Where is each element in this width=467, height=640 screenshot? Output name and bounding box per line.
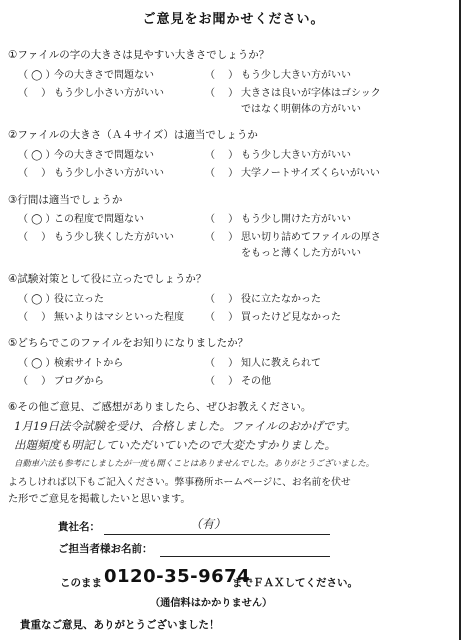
q1-option-4-label: 大きさは良いが字体はゴシック [241, 88, 381, 99]
q2-option-2-mark: （ ） [205, 150, 239, 161]
q4-option-1-label: 役に立った [54, 294, 104, 305]
fax-number: 0120-35-9674 [104, 566, 251, 587]
q3-option-1-label: この程度で問題ない [54, 214, 144, 225]
q1-option-2-mark: （ ） [205, 70, 239, 81]
company-name-label: 貴社名： [58, 521, 100, 533]
q1-option-2[interactable] [205, 66, 351, 81]
q4-option-2[interactable] [205, 290, 321, 305]
thank-you-message: 貴重なご意見、ありがとうございました！ [20, 619, 220, 631]
q4-option-4-label: 買ったけど見なかった [241, 312, 341, 323]
q3-option-3[interactable] [18, 228, 174, 243]
q5-option-2-mark: （ ） [205, 358, 239, 369]
q4-option-1[interactable] [18, 290, 104, 305]
q4-option-2-label: 役に立たなかった [241, 294, 321, 305]
question-1: ①ファイルの字の大きさは見やすい大きさでしょうか？ [8, 49, 270, 61]
contact-name-underline [160, 556, 330, 557]
q3-option-3-label: もう少し狭くした方がいい [54, 232, 174, 243]
q5-option-3-label: ブログから [54, 376, 104, 387]
question-3: ③行間は適当でしょうか [8, 194, 123, 206]
q1-option-3-label: もう少し小さい方がいい [54, 88, 164, 99]
q4-option-3-label: 無いよりはマシといった程度 [54, 312, 184, 323]
q4-option-4[interactable] [205, 308, 341, 323]
page-edge-line [459, 0, 461, 640]
fax-prefix: このまま [60, 577, 102, 589]
q1-option-1[interactable] [18, 66, 154, 81]
q1-option-1-mark: （ ◯ ） [18, 70, 56, 81]
q1-option-1-label: 今の大きさで問題ない [54, 70, 154, 81]
q2-option-3-label: もう少し小さい方がいい [54, 168, 164, 179]
q2-option-2[interactable] [205, 146, 351, 161]
handwritten-comment-line-3: 自動車六法も参考にしましたが一度も開くことはありませんでした。ありがとうございました。 [14, 458, 375, 468]
page-title: ご意見をお聞かせください。 [142, 12, 325, 27]
q5-option-1-mark: （ ◯ ） [18, 358, 56, 369]
q3-option-4-continued: をもっと薄くした方がいい [241, 248, 361, 259]
q5-option-3[interactable] [18, 372, 104, 387]
handwritten-comment-line-2: 出題頻度も明記していただいていたので大変たすかりました。 [14, 438, 336, 452]
q2-option-1-label: 今の大きさで問題ない [54, 150, 154, 161]
q5-option-1-label: 検索サイトから [54, 358, 124, 369]
q1-option-4-continued: ではなく明朝体の方がいい [241, 104, 361, 115]
q3-option-4[interactable] [205, 228, 381, 243]
notice-line-2: た形でご意見を掲載したいと思います。 [8, 494, 191, 505]
q5-option-4-label: その他 [241, 376, 271, 387]
q3-option-1-mark: （ ◯ ） [18, 214, 56, 225]
q2-option-4-mark: （ ） [205, 168, 239, 179]
question-6: ⑥その他ご意見、ご感想がありましたら、ぜひお教えください。 [8, 401, 312, 413]
fax-suffix: までＦＡＸしてください。 [232, 577, 358, 589]
q5-option-3-mark: （ ） [18, 376, 52, 387]
q5-option-2-label: 知人に教えられて [241, 358, 321, 369]
q3-option-2[interactable] [205, 210, 351, 225]
q4-option-1-mark: （ ◯ ） [18, 294, 56, 305]
question-2: ②ファイルの大きさ（Ａ４サイズ）は適当でしょうか [8, 129, 258, 141]
q2-option-4-label: 大学ノートサイズくらいがいい [241, 168, 380, 179]
q5-option-4-mark: （ ） [205, 376, 239, 387]
q3-option-1[interactable] [18, 210, 144, 225]
q3-option-4-mark: （ ） [205, 232, 239, 243]
question-4: ④試験対策として役に立ったでしょうか？ [8, 273, 207, 285]
q1-option-2-label: もう少し大きい方がいい [241, 70, 351, 81]
q2-option-1-mark: （ ◯ ） [18, 150, 56, 161]
q3-option-2-label: もう少し開けた方がいい [241, 214, 351, 225]
notice-line-1: よろしければ以下もご記入ください。弊事務所ホームページに、お名前を伏せ [8, 477, 351, 488]
q1-option-3-mark: （ ） [18, 88, 52, 99]
question-5: ⑤どちらでこのファイルをお知りになりましたか？ [8, 337, 249, 349]
q2-option-3-mark: （ ） [18, 168, 52, 179]
fax-note: （通信料はかかりません） [150, 598, 273, 609]
q4-option-2-mark: （ ） [205, 294, 239, 305]
q3-option-4-label: 思い切り詰めてファイルの厚さ [241, 232, 381, 243]
q2-option-3[interactable] [18, 164, 164, 179]
q2-option-2-label: もう少し大きい方がいい [241, 150, 351, 161]
company-name-value: （有） [190, 517, 227, 531]
q3-option-3-mark: （ ） [18, 232, 52, 243]
q2-option-4[interactable] [205, 164, 380, 179]
q5-option-4[interactable] [205, 372, 271, 387]
q2-option-1[interactable] [18, 146, 154, 161]
q1-option-4[interactable] [205, 84, 381, 99]
q1-option-3[interactable] [18, 84, 164, 99]
q4-option-3-mark: （ ） [18, 312, 52, 323]
contact-name-label: ご担当者様お名前： [58, 543, 153, 555]
q5-option-1[interactable] [18, 354, 123, 369]
q5-option-2[interactable] [205, 354, 321, 369]
q4-option-3[interactable] [18, 308, 184, 323]
handwritten-comment-line-1: 1月19日法令試験を受け、合格しました。ファイルのおかげです。 [14, 419, 357, 433]
company-name-underline [104, 534, 330, 535]
q3-option-2-mark: （ ） [205, 214, 239, 225]
q4-option-4-mark: （ ） [205, 312, 239, 323]
q1-option-4-mark: （ ） [205, 88, 239, 99]
